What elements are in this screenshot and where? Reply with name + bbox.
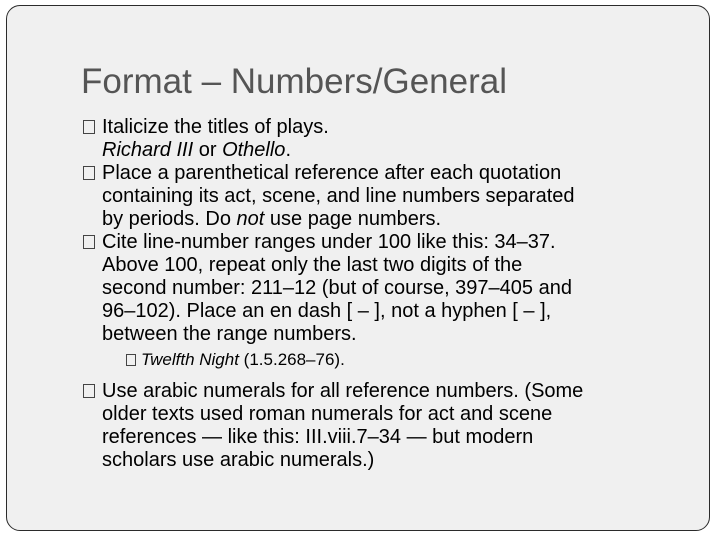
bullet-text-line: scholars use arabic numerals.) — [102, 449, 375, 471]
checkbox-bullet-icon — [83, 120, 95, 134]
play-title-richard-iii: Richard III — [102, 139, 194, 161]
bullet-text-line: 96–102). Place an en dash [ – ], not a hyphen [ – ], — [102, 300, 552, 322]
bullet-text-line — [102, 208, 703, 231]
bullet-parenthetical-reference — [83, 162, 703, 231]
play-title-othello: Othello — [222, 139, 286, 161]
bullet-arabic-numerals — [83, 380, 703, 472]
bullet-line-number-ranges — [83, 231, 703, 370]
slide — [6, 5, 710, 531]
checkbox-bullet-icon — [126, 354, 136, 366]
bullet-text-line: Italicize the titles of plays. — [102, 116, 329, 138]
checkbox-bullet-icon — [83, 166, 95, 180]
sub-bullet-text — [141, 350, 703, 370]
connector-text: or — [193, 139, 223, 161]
bullet-text-line: between the range numbers. — [102, 323, 357, 345]
emphasis-not: not — [236, 208, 265, 230]
bullet-text-line: references — like this: III.viii.7–34 — but modern — [102, 426, 534, 448]
checkbox-bullet-icon — [83, 384, 95, 398]
sub-bullet-example — [126, 350, 703, 370]
bullet-text-line: older texts used roman numerals for act and scene — [102, 403, 553, 425]
period-text: . — [285, 139, 291, 161]
text-segment: by periods. Do — [102, 208, 237, 230]
bullet-italicize-titles — [83, 116, 703, 162]
bullet-text-line: Cite line-number ranges under 100 like this: 34–37. — [102, 231, 556, 253]
play-title-twelfth-night: Twelfth Night — [141, 350, 239, 369]
bullet-list — [83, 116, 703, 472]
bullet-text-line: Place a parenthetical reference after each quotation — [102, 162, 562, 184]
bullet-text-line: Above 100, repeat only the last two digits of the — [102, 254, 523, 276]
citation-text: (1.5.268–76). — [238, 350, 345, 369]
bullet-text-line — [102, 139, 703, 162]
bullet-text-line: Use arabic numerals for all reference numbers. (Some — [102, 380, 584, 402]
checkbox-bullet-icon — [83, 235, 95, 249]
bullet-text-line: containing its act, scene, and line numbers separated — [102, 185, 575, 207]
bullet-text-line: second number: 211–12 (but of course, 397–405 and — [102, 277, 572, 299]
text-segment: use page numbers. — [264, 208, 442, 230]
slide-title: Format – Numbers/General — [81, 62, 507, 101]
